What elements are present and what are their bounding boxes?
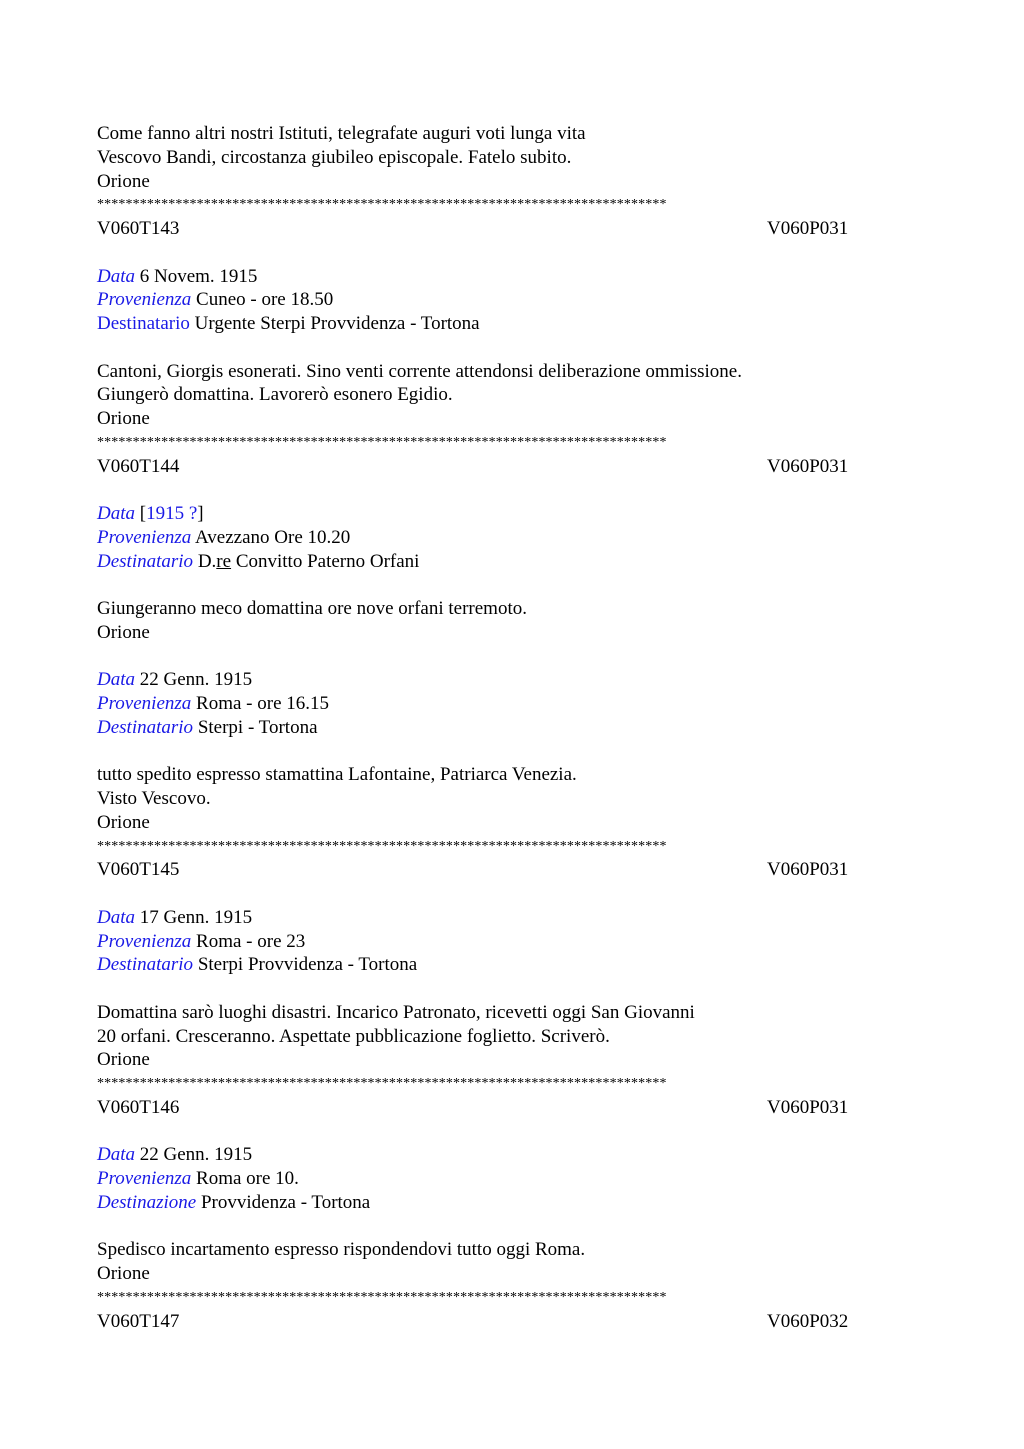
telegram-code: V060T145 <box>97 859 180 881</box>
provenienza-value: Cuneo - ore 18.50 <box>196 289 334 311</box>
entry-code-row <box>97 858 927 882</box>
entry-code-row <box>97 455 927 479</box>
provenienza-value: Roma - ore 23 <box>196 930 306 952</box>
destinatario-value: Urgente Sterpi Provvidenza - Tortona <box>194 313 480 334</box>
body-line: Domattina sarò luoghi disastri. Incarico Patronato, ricevetti oggi San Giovanni <box>97 1001 695 1023</box>
destinatario-value: Sterpi Provvidenza - Tortona <box>197 954 418 976</box>
data-value-uncertain: 1915 ? <box>146 503 198 524</box>
document-page <box>97 122 927 1333</box>
data-value-bracket-close: ] <box>197 503 204 524</box>
provenienza-label: Provenienza <box>97 693 192 714</box>
provenienza-value: Avezzano Ore 10.20 <box>194 526 351 548</box>
data-line <box>97 502 927 526</box>
destinatario-value-rest: Convitto Paterno Orfani <box>231 550 420 572</box>
provenienza-line <box>97 930 927 954</box>
page-code: V060P031 <box>767 859 849 881</box>
provenienza-label: Provenienza <box>97 930 192 952</box>
provenienza-line <box>97 526 927 550</box>
data-label: Data <box>97 265 135 287</box>
signature: Orione <box>97 811 150 833</box>
signature: Orione <box>97 1263 150 1284</box>
destinatario-value-prefix: D. <box>197 550 217 572</box>
destinatario-label: Destinatario <box>97 954 194 976</box>
body-line: Giungerò domattina. Lavorerò esonero Egidio. <box>97 384 453 406</box>
entry-code-row <box>97 217 927 241</box>
page-code: V060P031 <box>767 218 849 239</box>
intro-line-2: Vescovo Bandi, circostanza giubileo episcopale. Fatelo subito. <box>97 146 572 168</box>
destinatario-label: Destinatario <box>97 550 194 572</box>
separator: ******************************************************************************** <box>97 434 667 450</box>
telegram-code: V060T143 <box>97 218 180 239</box>
intro-line-1: Come fanno altri nostri Istituti, telegrafate auguri voti lunga vita <box>97 123 586 144</box>
signature: Orione <box>97 408 150 429</box>
destinazione-label: Destinazione <box>97 1191 197 1213</box>
destinatario-label: Destinatario <box>97 313 190 334</box>
data-value: 22 Genn. 1915 <box>139 669 253 691</box>
telegram-code: V060T144 <box>97 455 180 477</box>
destinatario-value-underlined: re <box>216 550 232 572</box>
data-value: 6 Novem. 1915 <box>139 265 258 287</box>
entry-code-row <box>97 1310 927 1334</box>
body-line: Visto Vescovo. <box>97 788 211 809</box>
provenienza-line <box>97 692 927 716</box>
data-label: Data <box>97 906 135 928</box>
signature: Orione <box>97 621 150 643</box>
data-label: Data <box>97 1144 135 1166</box>
body-line: 20 orfani. Cresceranno. Aspettate pubblicazione foglietto. Scriverò. <box>97 1025 610 1047</box>
destinazione-line <box>97 1191 927 1215</box>
data-value: 17 Genn. 1915 <box>139 906 253 928</box>
separator: ******************************************************************************** <box>97 1289 667 1305</box>
destinatario-line <box>97 550 927 574</box>
destinatario-value: Sterpi - Tortona <box>197 716 318 738</box>
separator: ******************************************************************************** <box>97 838 667 854</box>
data-value: 22 Genn. 1915 <box>139 1144 253 1166</box>
page-code: V060P032 <box>767 1310 849 1332</box>
provenienza-line <box>97 288 927 312</box>
provenienza-value: Roma - ore 16.15 <box>196 693 330 714</box>
provenienza-line <box>97 1167 927 1191</box>
intro-signature: Orione <box>97 170 150 192</box>
data-line <box>97 668 927 692</box>
body-line: tutto spedito espresso stamattina Lafontaine, Patriarca Venezia. <box>97 764 577 786</box>
data-label: Data <box>97 669 135 691</box>
provenienza-label: Provenienza <box>97 1168 192 1189</box>
body-line: Spedisco incartamento espresso rispondendovi tutto oggi Roma. <box>97 1239 586 1261</box>
page-code: V060P031 <box>767 1096 849 1118</box>
data-line <box>97 265 927 289</box>
separator: ******************************************************************************** <box>97 197 667 213</box>
entry-code-row <box>97 1096 927 1120</box>
data-line <box>97 1143 927 1167</box>
destinatario-line <box>97 312 927 336</box>
data-label: Data <box>97 503 135 524</box>
destinatario-line <box>97 953 927 977</box>
destinazione-value: Provvidenza - Tortona <box>200 1191 371 1213</box>
data-value-bracket-open: [ <box>139 503 147 524</box>
provenienza-label: Provenienza <box>97 526 192 548</box>
signature: Orione <box>97 1049 150 1071</box>
telegram-code: V060T146 <box>97 1096 180 1118</box>
body-line: Cantoni, Giorgis esonerati. Sino venti corrente attendonsi deliberazione ommissione. <box>97 360 742 382</box>
provenienza-value: Roma ore 10. <box>196 1168 299 1189</box>
telegram-code: V060T147 <box>97 1310 180 1332</box>
page-code: V060P031 <box>767 455 849 477</box>
destinatario-label: Destinatario <box>97 716 194 738</box>
destinatario-line <box>97 716 927 740</box>
separator: ******************************************************************************** <box>97 1076 667 1091</box>
data-line <box>97 906 927 930</box>
provenienza-label: Provenienza <box>97 289 192 311</box>
body-line: Giungeranno meco domattina ore nove orfani terremoto. <box>97 598 527 619</box>
